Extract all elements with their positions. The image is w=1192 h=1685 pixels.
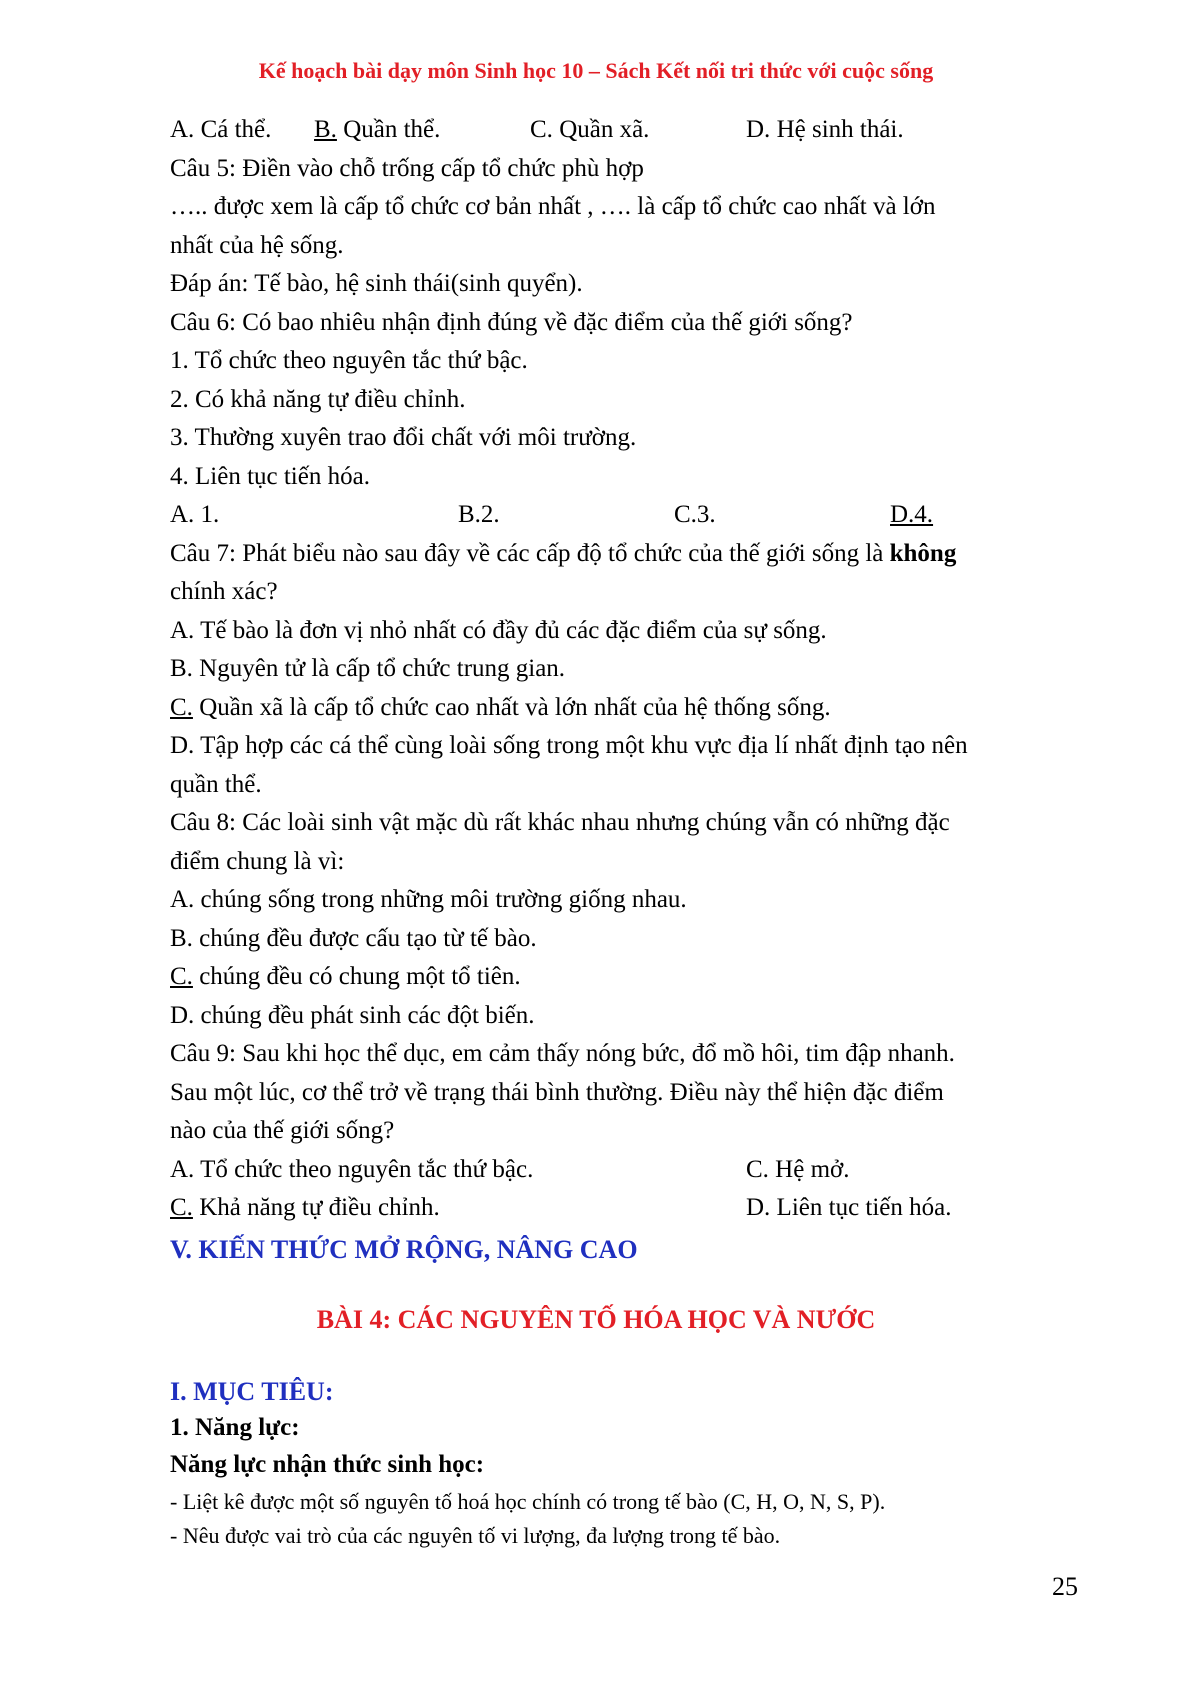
lesson-title: BÀI 4: CÁC NGUYÊN TỐ HÓA HỌC VÀ NƯỚC xyxy=(316,1305,876,1334)
q6-item-2: 2. Có khả năng tự điều chỉnh. xyxy=(170,386,466,413)
q7-option-b: B. Nguyên tử là cấp tổ chức trung gian. xyxy=(170,655,566,682)
q4-option-a: A. Cá thể. xyxy=(170,116,272,143)
q4-option-d: D. Hệ sinh thái. xyxy=(746,116,904,143)
subheading-nang-luc: 1. Năng lực: xyxy=(170,1414,300,1441)
section-v-heading: V. KIẾN THỨC MỞ RỘNG, NÂNG CAO xyxy=(170,1235,638,1264)
q5-line-2: nhất của hệ sống. xyxy=(170,232,344,259)
page-number: 25 xyxy=(1052,1572,1078,1601)
q4-option-b: B. Quần thể. xyxy=(314,116,441,143)
q5-answer: Đáp án: Tế bào, hệ sinh thái(sinh quyển). xyxy=(170,270,583,297)
q7-option-d: D. Tập hợp các cá thể cùng loài sống trong một khu vực địa lí nhất định tạo nên xyxy=(170,732,968,759)
q8-stem-line-2: điểm chung là vì: xyxy=(170,848,345,875)
q8-option-a: A. chúng sống trong những môi trường giống nhau. xyxy=(170,886,687,913)
bullet-1: - Liệt kê được một số nguyên tố hoá học chính có trong tế bào (C, H, O, N, S, P). xyxy=(170,1489,886,1514)
document-header: Kế hoạch bài dạy môn Sinh học 10 – Sách Kết nối tri thức với cuộc sống xyxy=(258,58,934,83)
q9-stem: Câu 9: Sau khi học thể dục, em cảm thấy nóng bức, đổ mồ hôi, tim đập nhanh. xyxy=(170,1040,955,1067)
q8-option-d: D. chúng đều phát sinh các đột biến. xyxy=(170,1002,535,1029)
q9-stem-line-2: Sau một lúc, cơ thể trở về trạng thái bình thường. Điều này thể hiện đặc điểm xyxy=(170,1079,944,1106)
q7-option-d-line-2: quần thể. xyxy=(170,771,262,798)
q8-option-b: B. chúng đều được cấu tạo từ tế bào. xyxy=(170,925,537,952)
q5-stem: Câu 5: Điền vào chỗ trống cấp tổ chức phù hợp xyxy=(170,155,644,182)
q6-option-b: B.2. xyxy=(458,501,500,528)
q9-option-a: A. Tổ chức theo nguyên tắc thứ bậc. xyxy=(170,1156,534,1183)
q6-item-1: 1. Tổ chức theo nguyên tắc thứ bậc. xyxy=(170,347,528,374)
q6-option-c: C.3. xyxy=(674,501,716,528)
q7-stem-line-2: chính xác? xyxy=(170,578,278,605)
q7-option-a: A. Tế bào là đơn vị nhỏ nhất có đầy đủ các đặc điểm của sự sống. xyxy=(170,617,827,644)
q4-option-c: C. Quần xã. xyxy=(530,116,650,143)
q9-option-c-open: C. Hệ mở. xyxy=(746,1156,850,1183)
q6-stem: Câu 6: Có bao nhiêu nhận định đúng về đặc điểm của thế giới sống? xyxy=(170,309,853,336)
q8-option-c: C. chúng đều có chung một tổ tiên. xyxy=(170,963,521,990)
q7-stem: Câu 7: Phát biểu nào sau đây về các cấp độ tổ chức của thế giới sống là không xyxy=(170,540,957,567)
q9-stem-line-3: nào của thế giới sống? xyxy=(170,1117,395,1144)
q9-option-c: C. Khả năng tự điều chỉnh. xyxy=(170,1194,440,1221)
q8-stem: Câu 8: Các loài sinh vật mặc dù rất khác nhau nhưng chúng vẫn có những đặc xyxy=(170,809,950,836)
bullet-2: - Nêu được vai trò của các nguyên tố vi lượng, đa lượng trong tế bào. xyxy=(170,1523,781,1548)
q7-option-c: C. Quần xã là cấp tổ chức cao nhất và lớn nhất của hệ thống sống. xyxy=(170,694,831,721)
q6-option-d: D.4. xyxy=(890,501,934,528)
q5-line-1: ….. được xem là cấp tổ chức cơ bản nhất , …. là cấp tổ chức cao nhất và lớn xyxy=(170,193,936,220)
subheading-nang-luc-nhan-thuc: Năng lực nhận thức sinh học: xyxy=(170,1451,485,1478)
q9-option-d: D. Liên tục tiến hóa. xyxy=(746,1194,952,1221)
q6-option-a: A. 1. xyxy=(170,501,220,528)
section-i-heading: I. MỤC TIÊU: xyxy=(170,1377,334,1406)
q6-item-3: 3. Thường xuyên trao đổi chất với môi trường. xyxy=(170,424,637,451)
q6-item-4: 4. Liên tục tiến hóa. xyxy=(170,463,370,490)
